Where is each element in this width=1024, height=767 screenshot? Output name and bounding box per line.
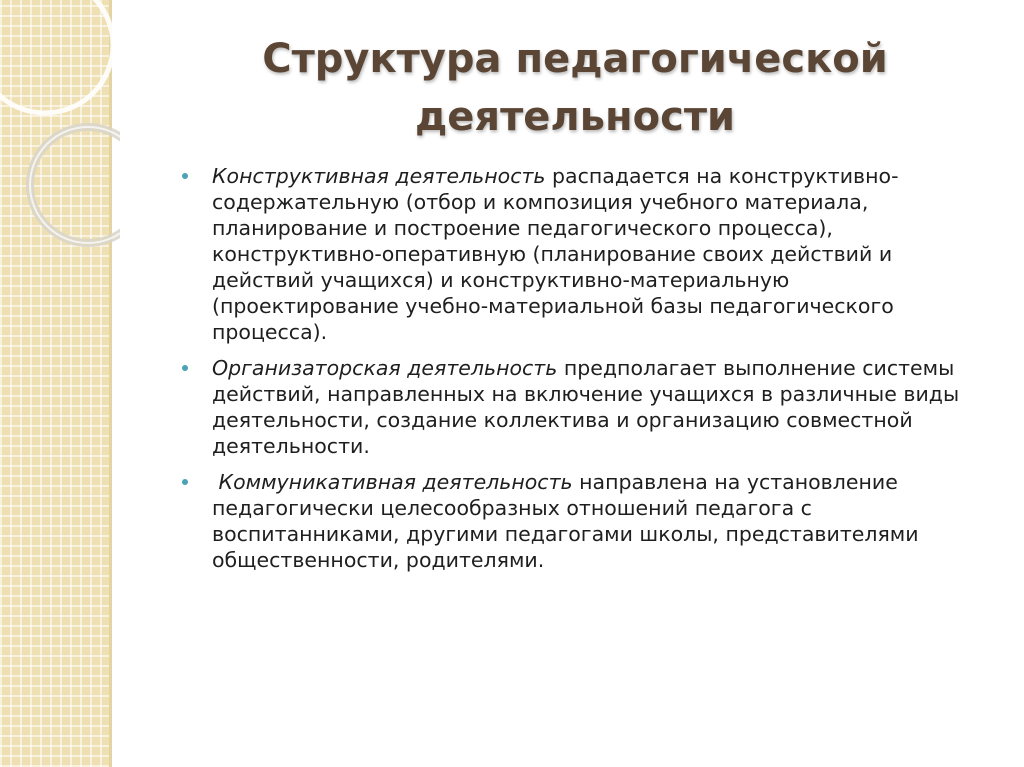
list-item-text: предполагает выполнение системы действий, направленных на включение учащихся в различные виды деятельности, создание коллектива и организацию совместной деятельности. [212, 356, 960, 458]
list-item-term: Конструктивная деятельность [212, 164, 546, 188]
list-item [180, 355, 970, 459]
slide-title-line-1: Структура педагогической [262, 36, 888, 82]
list-item-text: направлена на установление педагогически целесообразных отношений педагога с воспитанниками, другими педагогами школы, представителями общественности, родителями. [212, 470, 919, 572]
list-item-term: Организаторская деятельность [212, 356, 558, 380]
bullet-list [180, 163, 970, 583]
bullet-dot-icon [182, 173, 188, 179]
slide-title [200, 30, 950, 146]
list-item-text: распадается на конструктивно-содержательную (отбор и композиция учебного материала, планирование и построение педагогического процесса), конструктивно-оперативную (планирование своих действий и действий учащихся) и конструктивно-материальную (проектирование учебно-материальной базы педагогического процесса). [212, 164, 899, 344]
list-item-term: Коммуникативная деятельность [212, 470, 573, 494]
slide-title-line-2: деятельности [414, 94, 736, 140]
list-item [180, 469, 970, 573]
decorative-rings [0, 0, 120, 260]
list-item [180, 163, 970, 345]
bullet-dot-icon [182, 365, 188, 371]
bullet-dot-icon [182, 479, 188, 485]
